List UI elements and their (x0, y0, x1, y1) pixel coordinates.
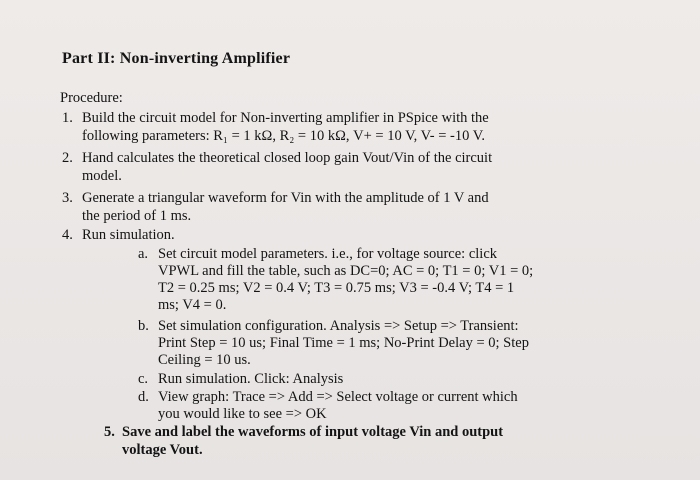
substep-b-line-3: Ceiling = 10 us. (158, 352, 251, 368)
step-number: 1. (62, 110, 73, 126)
step-4-line-1: Run simulation. (82, 227, 175, 243)
substep-c-line-1: Run simulation. Click: Analysis (158, 371, 344, 387)
step-number: 4. (62, 227, 73, 243)
step-number: 2. (62, 150, 73, 166)
substep-a-line-4: ms; V4 = 0. (158, 297, 227, 313)
step-number: 5. (104, 424, 115, 440)
substep-a-line-2: VPWL and fill the table, such as DC=0; AC = 0; T1 = 0; V1 = 0; (158, 263, 534, 279)
section-title: Part II: Non-inverting Amplifier (62, 50, 291, 67)
substep-letter: b. (138, 318, 149, 334)
substep-letter: a. (138, 246, 149, 262)
step-3-line-1: Generate a triangular waveform for Vin with the amplitude of 1 V and (82, 190, 489, 206)
step-2-line-1: Hand calculates the theoretical closed loop gain Vout/Vin of the circuit (82, 150, 493, 166)
step-5-line-2: voltage Vout. (122, 442, 203, 458)
step-5-line-1: Save and label the waveforms of input voltage Vin and output (122, 424, 504, 440)
step-3-line-2: the period of 1 ms. (82, 208, 192, 224)
substep-letter: d. (138, 389, 149, 405)
step-number: 3. (62, 190, 73, 206)
substep-a-line-1: Set circuit model parameters. i.e., for voltage source: click (158, 246, 498, 262)
substep-b-line-2: Print Step = 10 us; Final Time = 1 ms; No-Print Delay = 0; Step (158, 335, 529, 351)
substep-a-line-3: T2 = 0.25 ms; V2 = 0.4 V; T3 = 0.75 ms; V3 = -0.4 V; T4 = 1 (158, 280, 515, 296)
procedure-label: Procedure: (60, 90, 123, 106)
step-1-line-2: following parameters: R₁ = 1 kΩ, R₂ = 10 kΩ, V+ = 10 V, V- = -10 V. (82, 128, 485, 144)
substep-d-line-1: View graph: Trace => Add => Select voltage or current which (158, 389, 518, 405)
step-1-line-1: Build the circuit model for Non-inverting amplifier in PSpice with the (82, 110, 489, 126)
step-2-line-2: model. (82, 168, 122, 184)
substep-d-line-2: you would like to see => OK (158, 406, 327, 422)
substep-letter: c. (138, 371, 149, 387)
substep-b-line-1: Set simulation configuration. Analysis => Setup => Transient: (158, 318, 519, 334)
